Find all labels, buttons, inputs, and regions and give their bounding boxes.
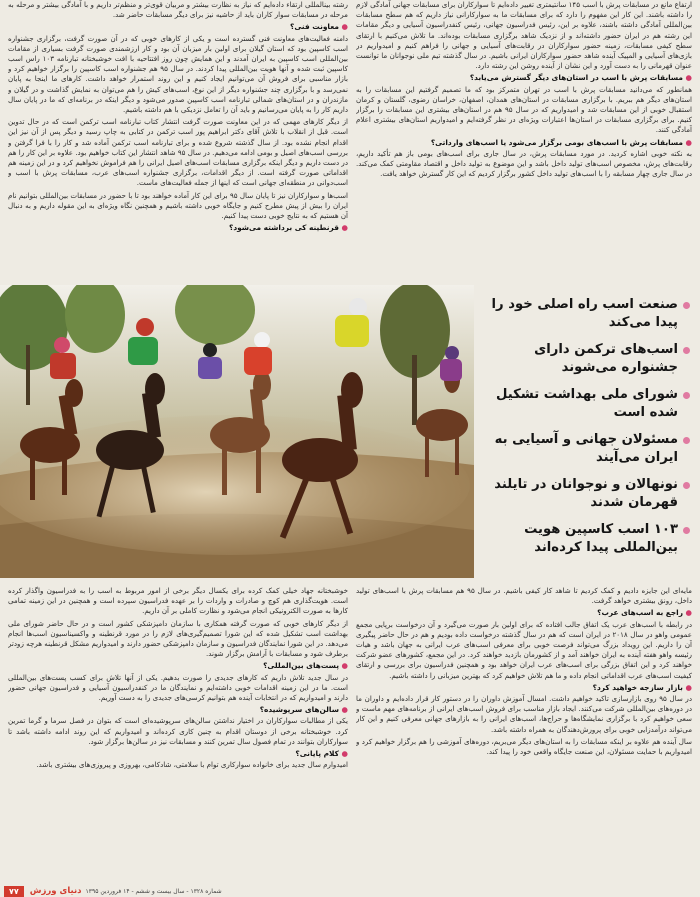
column-top-right bbox=[356, 0, 692, 283]
paragraph: در سال جدید تلاش داریم که کارهای جدیدی را صورت بدهیم. یکی از آنها تلاش برای کسب پست‌های بین‌المللی است. ما در این زمینه اقدامات خوبی داشته‌ایم و نمایندگان ما در کنفدراسیون آسیایی و فدراسیون جهانی حضور دارند و امیدواریم که در انتخابات آینده هم بتوانیم کرسی‌های جدیدی را به دست آوریم. bbox=[8, 672, 348, 703]
heading-text: پست‌های بین‌المللی؟ bbox=[263, 661, 339, 671]
page-number: ۷۷ bbox=[4, 886, 24, 897]
horse-race-photo bbox=[0, 285, 474, 578]
heading-bullet-icon: ● bbox=[338, 705, 348, 715]
pull-quote-text: اسب‌های ترکمن دارای جشنواره می‌شوند bbox=[534, 342, 678, 375]
section-heading bbox=[356, 608, 692, 618]
section-heading bbox=[8, 749, 348, 759]
heading-bullet-icon: ● bbox=[338, 749, 348, 759]
pull-quote bbox=[478, 386, 690, 422]
heading-bullet-icon: ● bbox=[338, 223, 348, 233]
heading-text: معاونت فنی؟ bbox=[290, 22, 339, 32]
paragraph: همانطور که می‌دانید مسابقات پرش با اسب در تهران متمرکز بود که ما تصمیم گرفتیم این مسابقات را به استان‌های دیگر هم ببریم. با برگزاری مسابقات در استان‌های همدان، اصفهان، خراسان رضوی، گلستان و کرمان استقبال خوبی از این مسابقات شد و امیدواریم که در سال ۹۵ هم در استان‌های بیشتری این مسابقات را برگزار کنیم. برای برگزاری مسابقات در استان‌ها اعتبارات ویژه‌ای در نظر گرفته‌ایم و امیدواریم استان‌های بیشتری اعلام آمادگی کنند. bbox=[356, 84, 692, 135]
issue-info: شماره ۱۳۲۸ - سال بیست و ششم - ۱۴ فروردین ۱۳۹۵ bbox=[85, 887, 222, 895]
pull-quote bbox=[478, 341, 690, 377]
heading-text: سالن‌های سرپوشیده؟ bbox=[259, 705, 339, 715]
paragraph: از دیگر کارهای خوبی که صورت گرفته همکاری با سازمان دامپزشکی کشور است و در حال حاضر شورای ملی بهداشت اسب تشکیل شده که این شورا تصمیم‌گیری‌های لازم را در مورد قرنطینه و واکسیناسیون اسب‌ها انجام می‌دهد. در این شورا نمایندگان فدراسیون و سازمان دامپزشکی حضور دارند و امیدواریم مشکل قرنطینه هرچه زودتر برطرف شود و مسابقات با آرامش برگزار شوند. bbox=[8, 618, 348, 659]
pink-bullet-icon bbox=[683, 392, 690, 399]
pull-quote-text: شورای ملی بهداشت تشکیل شده است bbox=[495, 387, 678, 420]
section-heading bbox=[356, 73, 692, 83]
pull-quote-text: ۱۰۳ اسب کاسپین هویت بین‌المللی پیدا کرده‌اند bbox=[524, 522, 678, 555]
paragraph: در رابطه با اسب‌های عرب یک اتفاق جالب افتاده که برای اولین بار صورت می‌گیرد و آن درخواست برپایی مجمع عمومی واهو در سال ۲۰۱۸ در ایران است که هم در سال گذشته درخواست داده بودیم و هم در حال حاضر پیگیری آن را داریم. این رویداد بزرگ می‌تواند فرصت خوبی برای معرفی اسب‌های عرب ایرانی به جهان باشد و هیات رئیسه واهو هفته آینده به ایران خواهند آمد و از کشورمان بازدید خواهند کرد. در این مجمع، کشورهای عضو شرکت خواهند کرد و این اتفاق بزرگی برای اسب‌های عرب ایران خواهد بود و همچنین فدراسیون برای بررسی و ارتقای کیفیت اسب‌های عرب اقداماتی انجام داده و ما هم تلاش خواهیم کرد که بهترین میزبانی را داشته باشیم. bbox=[356, 619, 692, 680]
paragraph: دامنه فعالیت‌های معاونت فنی گسترده است و یکی از کارهای خوبی که در آن صورت گرفت، برگزاری جشنواره اسب کاسپین بود که استان گیلان برای اولین بار میزبان آن بود و کار ارزشمندی صورت گرفت بسیاری از مقامات بین‌المللی اسب کاسپین به ایران آمدند و این همایش چون روز افتتاحیه با افت خوشبختانه تبارنامه ۱۰۳ راس اسب کاسپین ثبت شده و آنها هویت بین‌المللی پیدا کردند. در سال ۹۵ هم جشنواره اسب کاسپین را برگزار خواهیم کرد و بازار مناسبی برای فروش آن می‌توانیم ایجاد کنیم و این روند استمرار خواهد داشت. کارهای ما اینجا به پایان نمی‌رسد و با برگزاری چند جشنواره دیگر از این نوع، اسب‌های کیش را هم می‌توان به نمایش گذاشت و در گیلان و مازندران و در استان‌های شمالی تبارنامه اسب کاسپین صدور می‌شود و دیگر اینکه در برنامه‌ای که ما در پایان سال داریم کار را به پایان می‌رسانیم و باید آن را تعامل نزدیکی با هم داشته باشیم. bbox=[8, 33, 348, 115]
page-footer bbox=[0, 885, 700, 897]
section-heading bbox=[356, 138, 692, 148]
paragraph: یکی از مطالبات سوارکاران در اختیار نداشتن سالن‌های سرپوشیده‌ای است که بتوان در فصل سرما و گرما تمرین کرد. خوشبختانه برخی از دوستان اقدام به چنین کاری کرده‌اند و امیدواریم که این روند ادامه داشته باشد تا سوارکاران بتوانند در تمام فصول سال تمرین کنند و مسابقات نیز در سالن‌ها برگزار شود. bbox=[8, 716, 348, 746]
column-bottom-left bbox=[8, 586, 348, 886]
paragraph: ارتفاع مانع در مسابقات پرش با اسب ۱۴۵ سانتیمتری تغییر داده‌ایم تا سوارکاران برای مسابقات جهانی آمادگی لازم را داشته باشند. این کار این مفهوم را دارد که برای مسابقات ما به سوارکارانی نیاز داریم که هم سطح مسابقات بین‌المللی آمادگی داشته باشند، علاوه بر این، رئیس فدراسیون جهانی، رئیس کنفدراسیون آسیایی و دیگر مقامات این رشته هم در ایران حضور داشته‌اند و از نزدیک شاهد برگزاری مسابقات بوده‌اند. ما تلاش می‌کنیم با ارتقای سطح کیفی مسابقات، زمینه حضور سوارکاران در رقابت‌های آسیایی و جهانی را فراهم کنیم و امیدواریم در بازی‌های آسیایی و المپیک آینده شاهد حضور سوارکاران ایرانی باشیم. در سال گذشته تیم ملی نوجوانان ما توانست عنوان قهرمانی را به دست آورد و این نشان از آینده روشن این رشته دارد. bbox=[356, 0, 692, 71]
section-heading bbox=[356, 683, 692, 693]
pull-quotes bbox=[474, 292, 696, 578]
section-heading bbox=[8, 22, 348, 32]
pink-bullet-icon bbox=[683, 302, 690, 309]
heading-bullet-icon: ● bbox=[338, 22, 348, 32]
paragraph: اسب‌ها و سوارکاران نیز تا پایان سال ۹۵ برای این کار آماده خواهند بود تا با حضور در مسابقات بین‌المللی بتوانیم نام ایران را بیش از پیش مطرح کنیم و جایگاه خوبی داشته باشیم و همچنین نگاه ویژه‌ای به این مقوله داریم و به دنبال آن هستیم که به نتایج خوبی دست پیدا کنیم. bbox=[8, 190, 348, 221]
paragraph: رشته بینالمللی ارتقاء داده‌ایم که نیاز به نظارت بیشتر و مربیان قوی‌تر و منظم‌تر داریم و با آمادگی بیشتر و مرحله به مرحله در مسابقات سوار کاران باید از حاشیه نیز برای دیگر مسابقات حاضر شد. bbox=[8, 0, 348, 20]
pull-quote bbox=[478, 521, 690, 557]
column-bottom-right bbox=[356, 586, 692, 886]
pull-quote bbox=[478, 431, 690, 467]
paragraph: خوشبختانه جهاد خیلی کمک کرده برای یکسال دیگر برخی از امور مربوط به اسب را به فدراسیون واگذار کرده است. هویت‌گذاری هم کوچ و صادرات و واردات را بر عهده فدراسیون سپرده است و همچنین در این زمینه تمامی کارها به صورت الکترونیکی انجام می‌شود و نظارت کاملی بر آن داریم. bbox=[8, 586, 348, 616]
paragraph: از دیگر کارهای مهمی که در این معاونت صورت گرفت انتشار کتاب تبارنامه اسب ترکمن است که در حال تدوین است. قبل از انقلاب با تلاش آقای دکتر ابراهیم پور اسب ترکمن در کتابی به چاپ رسید و دیگر پس از آن نیز این اقدام انجام نشده بود. از سال گذشته شروع شده و برای تبارنامه اسب ترکمن آماده شد و کار را با فرا گرفتن و بررسی اسب‌های اصیل و بومی ادامه می‌دهیم. در سال ۹۵ شاهد انتشار این کتاب خواهیم بود. علاوه بر این کار را هم در دست داریم و دیگر اینکه برگزاری مسابقات اسب‌های اصیل ایرانی را هم فراموش نخواهیم کرد و در این زمینه هم اقداماتی صورت گرفته است. از دیگر اقدامات، برگزاری جشنواره اسب‌های عرب، مسابقات پرش با اسب و اسب‌دوانی در منطقه‌ای جهانی است که اینها از جمله فعالیت‌های ماست. bbox=[8, 117, 348, 188]
pull-quote-text: نونهالان و نوجوانان در تایلند قهرمان شدند bbox=[494, 477, 678, 510]
pink-bullet-icon bbox=[683, 527, 690, 534]
pull-quote-text: مسئولان جهانی و آسیایی به ایران می‌آیند bbox=[494, 432, 678, 465]
pull-quote bbox=[478, 476, 690, 512]
pull-quote-text: صنعت اسب راه اصلی خود را پیدا می‌کند bbox=[491, 297, 678, 330]
pink-bullet-icon bbox=[683, 347, 690, 354]
heading-bullet-icon: ● bbox=[682, 137, 692, 147]
heading-text: مسابقات پرش با اسب در استان‌های دیگر گسترش می‌یابد؟ bbox=[469, 73, 683, 83]
heading-bullet-icon: ● bbox=[682, 682, 692, 692]
heading-text: راجع به اسب‌های عرب؟ bbox=[597, 608, 683, 618]
paragraph: سال آینده هم علاوه بر اینکه مسابقات را به استان‌های دیگر می‌بریم، دوره‌های آموزشی را هم برگزار خواهیم کرد و امیدواریم با حمایت مسئولان، این صنعت جایگاه واقعی خود را پیدا کند. bbox=[356, 736, 692, 757]
pink-bullet-icon bbox=[683, 482, 690, 489]
magazine-name: دنیای ورزش bbox=[29, 886, 82, 896]
heading-text: کلام پایانی؟ bbox=[295, 749, 339, 759]
heading-text: مسابقات پرش با اسب‌های بومی برگزار می‌شود یا اسب‌های وارداتی؟ bbox=[430, 137, 683, 147]
paragraph: مایه‌ای این جایزه دادیم و کمک کردیم تا شاهد کار کیفی باشیم. در سال ۹۵ هم مسابقات پرش با اسب‌های تولید داخل، رونق بیشتری خواهد گرفت. bbox=[356, 586, 692, 606]
heading-bullet-icon: ● bbox=[338, 661, 348, 671]
paragraph: امیدوارم سال جدید برای خانواده سوارکاری توام با سلامتی، شادکامی، بهروزی و پیروزی‌های بیشتری باشد. bbox=[36, 760, 348, 770]
section-heading bbox=[8, 705, 348, 715]
paragraph: در سال ۹۵ روی بازارسازی تاکید خواهیم داشت. امسال آموزش داوران را در دستور کار قرار داده‌ایم و داوران ما در دوره‌های بین‌المللی شرکت می‌کنند. ایجاد بازار مناسب برای فروش اسب‌های ایرانی از برنامه‌های مهم ماست و سعی خواهیم کرد با برگزاری نمایشگاه‌ها و حراج‌ها، اسب‌های ایرانی را به بازارهای جهانی معرفی کنیم و این کار می‌تواند درآمدزایی خوبی برای پرورش‌دهندگان به همراه داشته باشد. bbox=[356, 694, 692, 734]
heading-bullet-icon: ● bbox=[682, 73, 692, 83]
section-heading bbox=[8, 661, 348, 671]
pink-bullet-icon bbox=[683, 437, 690, 444]
heading-text: بازار سازجه خواهید کرد؟ bbox=[592, 682, 683, 692]
column-top-left bbox=[8, 0, 348, 283]
pull-quote bbox=[478, 296, 690, 332]
heading-text: قرنطینه کی برداشته می‌شود؟ bbox=[229, 223, 339, 233]
section-heading bbox=[8, 223, 348, 233]
paragraph: به نکته خوبی اشاره کردید. در مورد مسابقات پرش، در سال جاری برای اسب‌های بومی باز هم تأکید داریم، رقابت‌های پرش، مخصوص اسب‌های تولید داخل باشد و این موضوع به تولید داخل و اقتصاد مقاومتی کمک می‌کند. در سال جاری چهار مسابقه را با اسب‌های تولید داخل کشور برگزار کردیم که این کار گسترش خواهد یافت. bbox=[356, 148, 692, 179]
heading-bullet-icon: ● bbox=[682, 608, 692, 618]
